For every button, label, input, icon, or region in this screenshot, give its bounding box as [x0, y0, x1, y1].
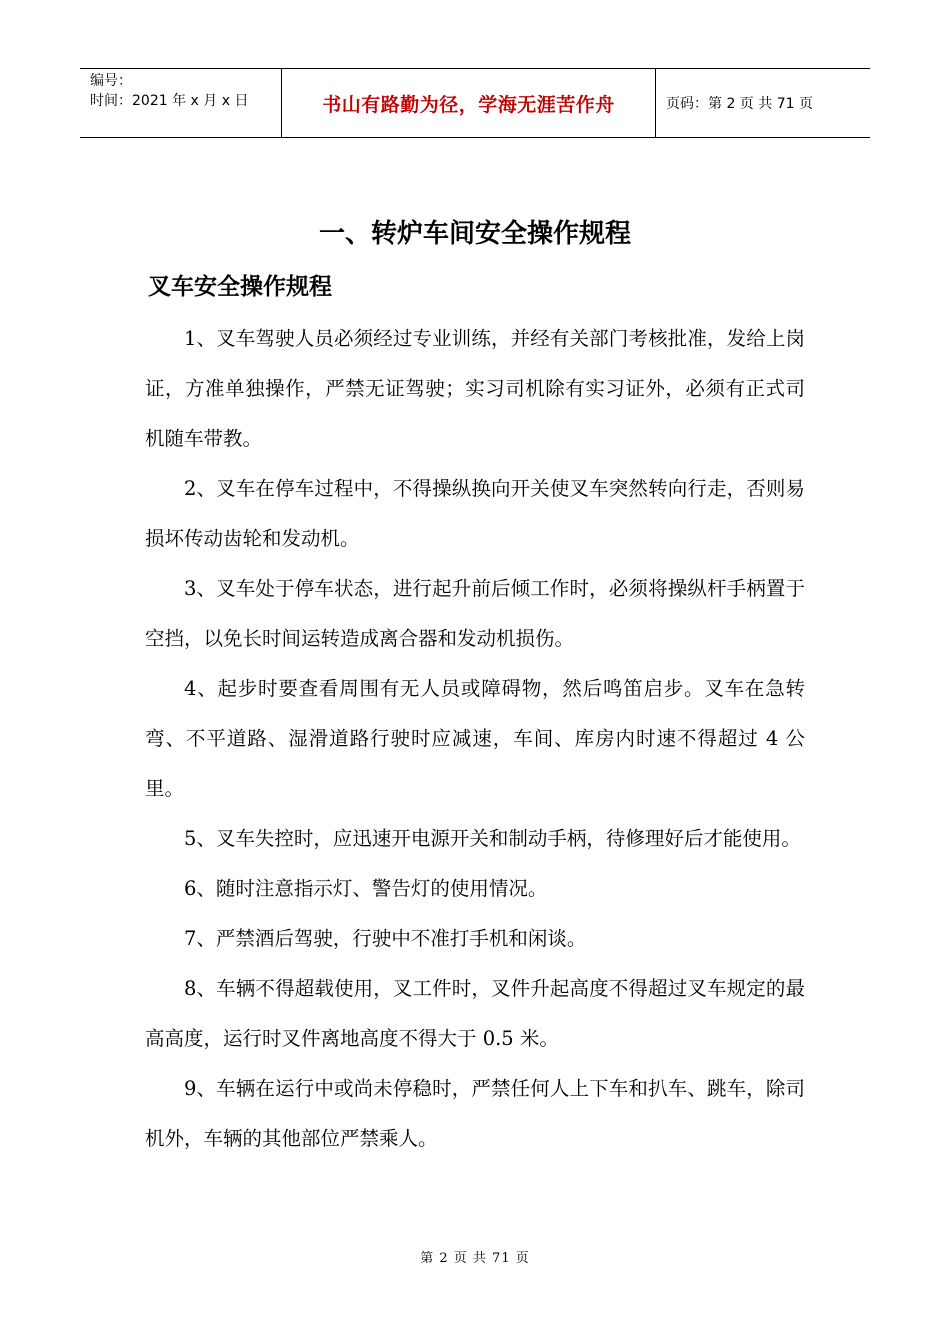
document-title: 一、转炉车间安全操作规程 — [318, 219, 631, 249]
paragraph-8: 8、车辆不得超载使用，叉工件时，叉件升起高度不得超过叉车规定的最高高度，运行时叉件离地高度不得大于 0.5 米。 — [145, 977, 805, 1050]
page-footer: 第 2 页 共 71 页 — [420, 1251, 530, 1266]
header-meta — [80, 69, 282, 137]
header-page-info: 页码：第 2 页 共 71 页 — [666, 96, 813, 112]
paragraph-2: 2、叉车在停车过程中，不得操纵换向开关使叉车突然转向行走，否则易损坏传动齿轮和发动机。 — [145, 477, 805, 550]
section-title: 叉车安全操作规程 — [148, 274, 332, 300]
paragraph-4: 4、起步时要查看周围有无人员或障碍物，然后鸣笛启步。叉车在急转弯、不平道路、湿滑道路行驶时应减速，车间、库房内时速不得超过 4 公里。 — [145, 677, 805, 800]
paragraph-5: 5、叉车失控时，应迅速开电源开关和制动手柄，待修理好后才能使用。 — [184, 827, 801, 850]
header-motto: 书山有路勤为径，学海无涯苦作舟 — [282, 69, 656, 137]
time-label: 时间：2021 年 x 月 x 日 — [90, 93, 249, 109]
paragraph-9: 9、车辆在运行中或尚未停稳时，严禁任何人上下车和扒车、跳车，除司机外，车辆的其他部位严禁乘人。 — [145, 1077, 805, 1150]
paragraph-7: 7、严禁酒后驾驶，行驶中不准打手机和闲谈。 — [184, 927, 587, 950]
paragraph-1: 1、叉车驾驶人员必须经过专业训练，并经有关部门考核批准，发给上岗证，方准单独操作，严禁无证驾驶；实习司机除有实习证外，必须有正式司机随车带教。 — [145, 327, 805, 450]
paragraph-3: 3、叉车处于停车状态，进行起升前后倾工作时，必须将操纵杆手柄置于空挡，以免长时间运转造成离合器和发动机损伤。 — [145, 577, 805, 650]
document-body — [145, 314, 805, 1164]
page-header — [80, 68, 870, 138]
number-label: 编号： — [90, 73, 132, 89]
paragraph-6: 6、随时注意指示灯、警告灯的使用情况。 — [184, 877, 548, 900]
